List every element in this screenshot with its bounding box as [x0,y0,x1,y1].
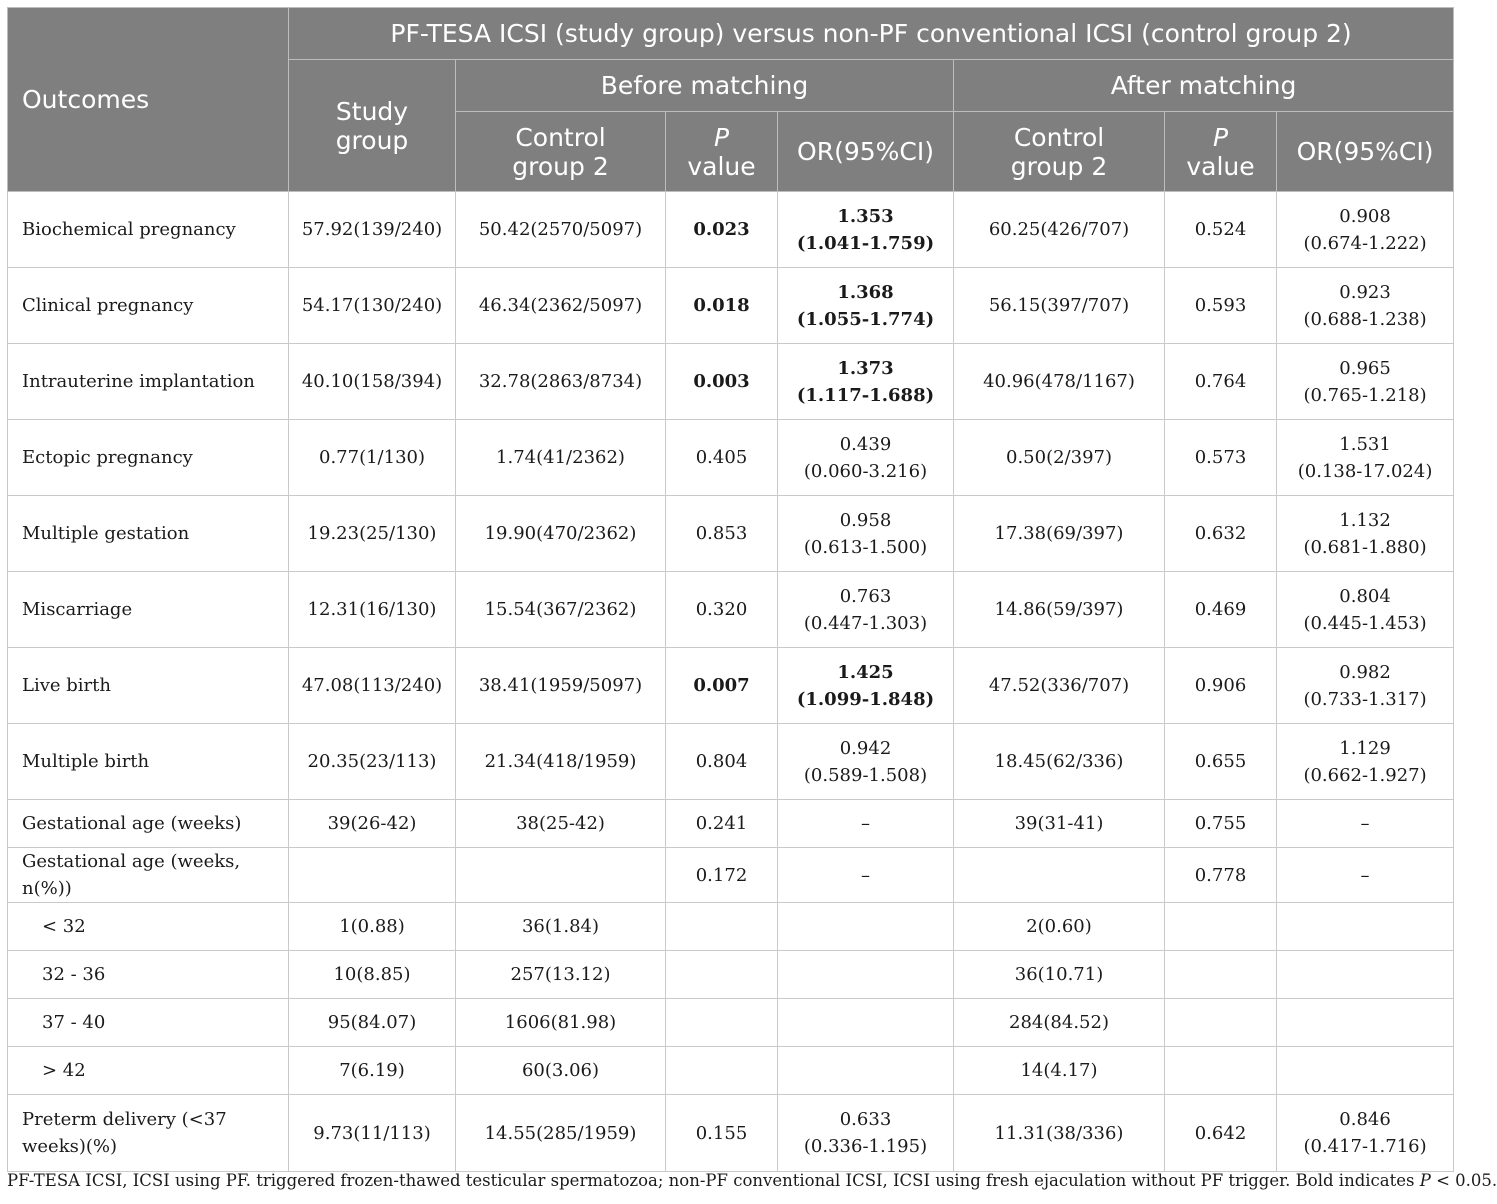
outcome-label: Intrauterine implantation [8,344,289,420]
or-before-cell [778,1047,954,1095]
p-value-before: 0.320 [666,572,778,648]
or-after-ci: (0.765-1.218) [1303,384,1427,406]
or-after-ci: (0.674-1.222) [1303,232,1427,254]
or-before-header: OR(95%CI) [778,112,954,192]
control-before-value: 1.74(41/2362) [456,420,666,496]
or-before-ci: (1.099-1.848) [796,688,935,710]
or-after-ci: (0.417-1.716) [1303,1136,1427,1157]
or-after-estimate: 0.982 [1339,661,1391,683]
outcome-label: Multiple gestation [8,496,289,572]
or-before-cell [778,192,954,268]
p-value-after: 0.906 [1165,648,1277,724]
or-before-cell [778,999,954,1047]
p-value-after: 0.642 [1165,1095,1277,1172]
p-letter: P [1212,122,1229,152]
table-row [8,1047,1454,1095]
table-row [8,999,1454,1047]
table-row [8,1095,1454,1172]
control-after-value: 18.45(62/336) [954,724,1165,800]
outcome-label: Biochemical pregnancy [8,192,289,268]
outcomes-header: Outcomes [8,8,289,192]
study-group-value: 7(6.19) [289,1047,456,1095]
table-row [8,344,1454,420]
table-row [8,848,1454,903]
p-value-after: 0.469 [1165,572,1277,648]
p-letter: P [713,122,730,152]
study-group-value: 95(84.07) [289,999,456,1047]
or-after-estimate: 1.129 [1339,737,1391,759]
table-footnote [7,1171,1497,1190]
control-before-value: 38.41(1959/5097) [456,648,666,724]
control-after-value: 11.31(38/336) [954,1095,1165,1172]
control-before-value: 60(3.06) [456,1047,666,1095]
study-group-value: 47.08(113/240) [289,648,456,724]
table-row [8,572,1454,648]
or-before-ci: (1.117-1.688) [796,384,935,406]
p-value-before: 0.155 [666,1095,778,1172]
p-value-before: 0.003 [666,344,778,420]
or-before-ci: (0.589-1.508) [803,764,928,786]
footnote-p: P [1419,1171,1431,1190]
p-value-after: 0.778 [1165,848,1277,903]
or-before-estimate: 1.368 [837,281,894,303]
control-before-value: 1606(81.98) [456,999,666,1047]
or-after-cell [1277,648,1454,724]
control-before-value: 50.42(2570/5097) [456,192,666,268]
p-value-before: 0.172 [666,848,778,903]
or-before-cell: – [778,848,954,903]
control-before-value: 36(1.84) [456,903,666,951]
or-before-cell [778,496,954,572]
or-before-ci: (0.060-3.216) [803,460,928,482]
p-value-before: 0.804 [666,724,778,800]
or-after-cell [1277,572,1454,648]
or-after-cell [1277,903,1454,951]
control-group-before-header: Control group 2 [456,112,666,192]
p-value-before: 0.007 [666,648,778,724]
control-after-value: 0.50(2/397) [954,420,1165,496]
study-group-value: 40.10(158/394) [289,344,456,420]
p-value-before: 0.023 [666,192,778,268]
outcome-label: Ectopic pregnancy [8,420,289,496]
outcome-label: Multiple birth [8,724,289,800]
or-after-estimate: 0.804 [1339,585,1391,607]
or-after-cell [1277,724,1454,800]
outcome-label: Gestational age (weeks, n(%)) [8,848,289,903]
after-matching-header: After matching [954,60,1454,112]
control-before-value [456,848,666,903]
or-before-estimate: 1.373 [837,357,894,379]
study-group-value: 0.77(1/130) [289,420,456,496]
study-group-value: 10(8.85) [289,951,456,999]
table-container [7,7,1453,1172]
footnote-text: PF-TESA ICSI, ICSI using PF. triggered frozen-thawed testicular spermatozoa; non-PF conventional ICSI, ICSI using fresh ejaculation without PF trigger. Bold indicates [7,1171,1420,1190]
table-row [8,724,1454,800]
or-before-cell [778,724,954,800]
or-after-estimate: 1.132 [1339,509,1391,531]
p-value-before: 0.018 [666,268,778,344]
or-before-cell [778,951,954,999]
outcome-label [8,1095,289,1172]
control-group-after-header: Control group 2 [954,112,1165,192]
subgroup-label: < 32 [8,903,289,951]
p-value-after: 0.573 [1165,420,1277,496]
or-after-cell [1277,999,1454,1047]
or-before-ci: (1.041-1.759) [796,232,935,254]
control-before-value: 19.90(470/2362) [456,496,666,572]
study-group-header: Study group [289,60,456,192]
or-before-ci: (1.055-1.774) [796,308,935,330]
or-after-estimate: 0.908 [1339,205,1391,227]
control-after-value [954,848,1165,903]
or-before-cell [778,572,954,648]
control-before-value: 257(13.12) [456,951,666,999]
or-before-ci: (0.447-1.303) [803,612,928,634]
p-value-before-header [666,112,778,192]
table-row [8,420,1454,496]
study-group-value [289,848,456,903]
subgroup-label: 37 - 40 [8,999,289,1047]
p-value-after [1165,903,1277,951]
or-after-cell [1277,420,1454,496]
or-after-cell [1277,1047,1454,1095]
or-before-cell [778,420,954,496]
study-group-value: 19.23(25/130) [289,496,456,572]
footnote-tail: < 0.05. [1430,1171,1497,1190]
or-before-cell [778,903,954,951]
table-body [8,192,1454,1172]
or-after-ci: (0.733-1.317) [1303,688,1427,710]
or-after-cell: – [1277,800,1454,848]
or-before-cell [778,268,954,344]
or-after-cell [1277,951,1454,999]
or-before-cell: – [778,800,954,848]
comparison-title: PF-TESA ICSI (study group) versus non-PF conventional ICSI (control group 2) [289,8,1454,60]
p-value-after: 0.755 [1165,800,1277,848]
control-after-value: 2(0.60) [954,903,1165,951]
control-before-value: 32.78(2863/8734) [456,344,666,420]
p-value-after: 0.632 [1165,496,1277,572]
study-group-value: 9.73(11/113) [289,1095,456,1172]
control-after-value: 56.15(397/707) [954,268,1165,344]
or-after-ci: (0.688-1.238) [1303,308,1427,330]
control-before-value: 46.34(2362/5097) [456,268,666,344]
p-value-after: 0.655 [1165,724,1277,800]
p-value-before: 0.405 [666,420,778,496]
control-after-value: 47.52(336/707) [954,648,1165,724]
control-after-value: 60.25(426/707) [954,192,1165,268]
table-row [8,903,1454,951]
control-before-value: 15.54(367/2362) [456,572,666,648]
study-group-value: 12.31(16/130) [289,572,456,648]
or-before-ci: (0.336-1.195) [803,1136,928,1157]
or-after-estimate: 0.965 [1339,357,1391,379]
preterm-label-line1: Preterm delivery (<37 [22,1109,227,1130]
p-value-before [666,951,778,999]
or-after-cell [1277,192,1454,268]
or-before-estimate: 0.439 [839,433,892,455]
p-value-after [1165,1047,1277,1095]
outcome-label: Miscarriage [8,572,289,648]
or-before-cell [778,648,954,724]
study-group-value: 54.17(130/240) [289,268,456,344]
control-after-value: 14.86(59/397) [954,572,1165,648]
p-value-word: value [687,151,756,181]
table-header [8,8,1454,192]
or-before-estimate: 1.353 [837,205,894,227]
control-before-value: 21.34(418/1959) [456,724,666,800]
p-value-after-header [1165,112,1277,192]
p-value-word: value [1186,151,1255,181]
or-after-cell [1277,496,1454,572]
p-value-before: 0.853 [666,496,778,572]
or-after-cell [1277,268,1454,344]
or-before-estimate: 0.763 [839,585,892,607]
or-before-cell [778,1095,954,1172]
control-after-value: 14(4.17) [954,1047,1165,1095]
control-after-value: 284(84.52) [954,999,1165,1047]
control-before-value: 14.55(285/1959) [456,1095,666,1172]
preterm-label-line2: weeks)(%) [22,1136,118,1157]
or-after-estimate: 0.846 [1339,1109,1391,1130]
or-after-ci: (0.445-1.453) [1303,612,1427,634]
before-matching-header: Before matching [456,60,954,112]
table-row [8,800,1454,848]
or-before-cell [778,344,954,420]
outcome-label: Gestational age (weeks) [8,800,289,848]
control-after-value: 39(31-41) [954,800,1165,848]
or-after-ci: (0.662-1.927) [1303,764,1427,786]
p-value-before [666,1047,778,1095]
study-group-value: 20.35(23/113) [289,724,456,800]
outcome-label: Live birth [8,648,289,724]
table-row [8,192,1454,268]
p-value-after: 0.764 [1165,344,1277,420]
table-row [8,951,1454,999]
or-before-estimate: 0.942 [839,737,892,759]
control-after-value: 36(10.71) [954,951,1165,999]
p-value-before [666,999,778,1047]
outcome-label: Clinical pregnancy [8,268,289,344]
table-row [8,648,1454,724]
outcomes-table [7,7,1454,1172]
control-before-value: 38(25-42) [456,800,666,848]
or-before-estimate: 1.425 [837,661,894,683]
or-after-ci: (0.138-17.024) [1297,460,1433,482]
or-after-estimate: 1.531 [1339,433,1391,455]
p-value-before [666,903,778,951]
or-after-estimate: 0.923 [1339,281,1391,303]
or-after-cell: – [1277,848,1454,903]
subgroup-label: 32 - 36 [8,951,289,999]
subgroup-label: > 42 [8,1047,289,1095]
p-value-after [1165,999,1277,1047]
or-after-ci: (0.681-1.880) [1303,536,1427,558]
table-row [8,496,1454,572]
table-row [8,268,1454,344]
p-value-before: 0.241 [666,800,778,848]
or-before-estimate: 0.633 [839,1109,892,1130]
control-after-value: 40.96(478/1167) [954,344,1165,420]
control-after-value: 17.38(69/397) [954,496,1165,572]
or-before-estimate: 0.958 [839,509,892,531]
p-value-after [1165,951,1277,999]
or-after-cell [1277,1095,1454,1172]
or-before-ci: (0.613-1.500) [803,536,928,558]
p-value-after: 0.524 [1165,192,1277,268]
study-group-value: 1(0.88) [289,903,456,951]
or-after-cell [1277,344,1454,420]
p-value-after: 0.593 [1165,268,1277,344]
study-group-value: 39(26-42) [289,800,456,848]
study-group-value: 57.92(139/240) [289,192,456,268]
or-after-header: OR(95%CI) [1277,112,1454,192]
